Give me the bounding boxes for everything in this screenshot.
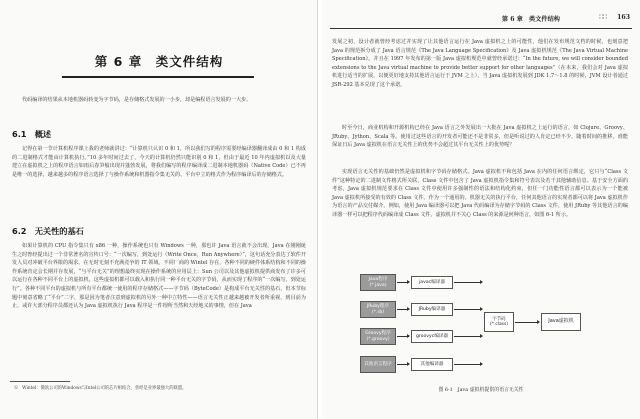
paragraph-2: 时至今日，商业机构和开源机构已经在 Java 语言之外发展出一大批在 Java 虚拟机之上运行的语言，如 Clojure、Groovy、JRuby、Jython、Scala 等。使用过这些语言的开发者可能还不是非常多，但是听说过的人肯定已经不少，随着时间的推移，谁能保证日后 Java 虚拟机在语言无关性上的优势不会超过其平台无关性上的优势呢？ xyxy=(332,125,628,149)
arrow-jruby-to-compiler xyxy=(397,309,409,310)
arrow-groovyc-out xyxy=(454,336,482,337)
right-page xyxy=(322,0,640,419)
section-6-1-title: 6.1 概述 xyxy=(12,129,52,139)
javac-compiler-box: javac编译器 xyxy=(411,276,453,289)
page-number: 163 xyxy=(617,14,630,21)
publisher-logo-icon: ∷∷ xyxy=(599,13,606,21)
running-header xyxy=(330,13,632,29)
section-6-1-text: 记得在第一节计算机程序课上我的老师就讲过：“计算机只认识 0 和 1，所以我们写的程序需要经编译器翻译成由 0 和 1 构成的二进制格式才能由计算机执行。”10 多年时间过去了，今天的计算机仍然只能识别 0 和 1，但由于最近 10 年内虚拟机以及大量建立在虚拟机之上的程序语言如雨后春笋般出现并蓬勃发展，将我们编写的程序编译成二进制本地机器码（Native Code）已不再是唯一的选择，越来越多的程序语言选择了与操作系统和机器指令集无关的、平台中立的格式作为程序编译后的存储格式。 xyxy=(12,146,306,178)
section-6-2-title: 6.2 无关性的基石 xyxy=(12,226,84,236)
figure-caption: 图 6-1 Java 虚拟机提供的语言无关性 xyxy=(438,387,524,393)
figure-language-independence xyxy=(360,270,600,382)
arrow-java-to-javac xyxy=(397,282,409,283)
left-page xyxy=(0,0,318,419)
arrow-other-to-compiler xyxy=(397,364,409,365)
other-compiler-box: 其他编译器 xyxy=(411,358,453,371)
groovyc-compiler-box: groovyc编译器 xyxy=(411,330,453,343)
chapter-intro: 代码编译的结果从本地机器码转变为字节码，是存储格式发展的一小步，却是编程语言发展的一大步。 xyxy=(22,97,252,103)
bytecode-box: 字节码 (*.class) xyxy=(484,312,514,332)
paragraph-3: 实现语言无关性的基础仍然是虚拟机和字节码存储格式。Java 虚拟机不和包括 Java 在内的任何语言绑定，它只与“Class 文件”这种特定的二进制文件格式所关联，Class 文件中包含了 Java 虚拟机指令集和符号表以及若干其他辅助信息。基于安全方面的考虑，Java 虚拟机规范要求在 Class 文件中使用许多强制性的语法和结构化约束，但任一门功能性语言都可以表示为一个能被 Java 虚拟机所接受的有效的 Class 文件。作为一个通用的、机器无关的执行平台，任何其他语言的实现者都可以将 Java 虚拟机作为语言的产品交付媒介。例如，使用 Java 编译器可以把 Java 代码编译为存储字节码的 Class 文件，使用 JRuby 等其他语言的编译器一样可以把程序代码编译成 Class 文件，虚拟机并不关心 Class 的来源是何种语言，如图 6-1 所示。 xyxy=(332,169,628,218)
arrow-other-out xyxy=(454,364,482,365)
paragraph-1: 发展之初，设计者就曾经考虑过并实现了让其他语言运行在 Java 虚拟机之上的可能性，他们在发布规范文档的时候，也刻意把 Java 的规范拆分成了 Java 语言规范《The Java Language Specification》及 Java 虚拟机规范《The Java Virtual Machine Specification》。并且在 1997 年发布的第一版 Java 虚拟机规范中就曾经承诺过：“In the future, we will consider bounded extensions to the Java virtual machine to provide better support for other languages”（在未来，我们会对 Java 虚拟机进行适当的扩展，以便更好地支持其他语言运行于 JVM 之上），当 Java 虚拟机发展到 JDK 1.7～1.8 的时候，JVM 设计者通过 JSR-292 基本兑现了这个承诺。 xyxy=(332,39,628,88)
chapter-title: 第 6 章 类文件结构 xyxy=(94,54,224,69)
arrow-bytecode-to-jvm xyxy=(515,322,539,323)
groovy-source-box: Groovy程序 (*.groovy) xyxy=(360,328,396,345)
java-source-box: Java程序 (*.java) xyxy=(360,274,396,291)
section-6-2-text: 如果计算机的 CPU 指令集只有 x86 一种，操作系统也只有 Windows 一种，那也许 Java 语言就不会出现。Java 在刚刚诞生之时曾经提出过一个非常著名的宣传口号：“一次编写，到处运行（Write Once，Run Anywhere）”，这句话充分表达了软件开发人员对冲破平台界限的渴求。在无时无刻不充满竞争的 IT 领域，不同厂商的 Wintel 存在，各种不同的硬件体系结构和不同的操作系统肯定会长期并存发展，“与平台无关”的理想最终实现在操作系统的应用层上：Sun 公司以及其他虚拟机提供商发布了许多可以运行在各种不同平台上的虚拟机，这些虚拟机都可以载入和执行同一种平台无关的字节码，从而实现了程序的“一次编写，到处运行”。各种不同平台的虚拟机与所有平台都统一使用的程序存储格式——字节码（ByteCode）是构成平台无关性的基石，但本节标题中刻意省略了“平台”二字，那是因为笔者注意到虚拟机的另外一种中立特性——语言无关性正越来越被开发者所重视，到目前为止，或许大部分程序员都还认为 Java 虚拟机执行 Java 程序是一件理所当然和天经地义的事情，但在 Java xyxy=(12,243,306,310)
chapter-title-rule xyxy=(62,76,254,78)
arrow-groovy-to-compiler xyxy=(397,336,409,337)
jvm-box: Java虚拟机 xyxy=(541,313,581,331)
arrow-jruby-out xyxy=(454,309,482,310)
other-source-box: 其他语言程序 xyxy=(360,356,396,373)
footnote: ① Wintel：微软公司的Windows与Intel公司的芯片相结合，曾经是业界最强大的联盟。 xyxy=(14,386,187,391)
jruby-compiler-box: JRuby编译器 xyxy=(411,303,453,316)
footnote-rule xyxy=(10,381,70,382)
jruby-source-box: JRuby程序 (*.rb) xyxy=(360,301,396,318)
arrow-javac-out xyxy=(454,282,482,283)
running-head-chapter: 第 6 章 类文件结构 xyxy=(501,16,560,23)
